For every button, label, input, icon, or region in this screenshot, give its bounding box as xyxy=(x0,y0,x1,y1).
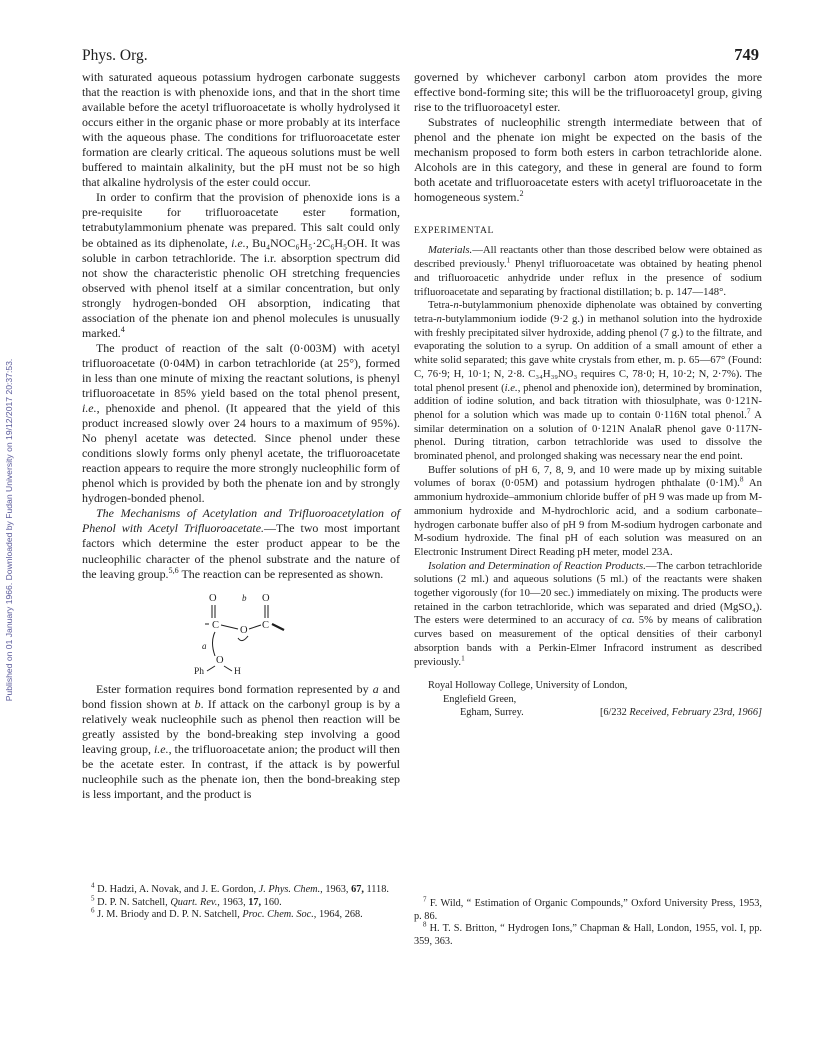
scheme-bond xyxy=(221,625,238,629)
download-watermark xyxy=(2,140,16,920)
download-watermark-text: Published on 01 January 1966. Downloaded by Fudan University on 19/12/2017 20:37:53. xyxy=(4,358,14,702)
scheme-label-a: a xyxy=(202,640,207,651)
scheme-phenyl: Ph xyxy=(194,666,205,677)
footnote: $^6$ J. M. Briody and D. P. N. Satchell, Proc. Chem. Soc., 1964, 268. xyxy=(91,906,363,921)
experimental-heading: EXPERIMENTAL xyxy=(414,225,494,237)
reference-mark: 7 xyxy=(746,407,751,416)
affiliation-line: Englefield Green, xyxy=(443,693,517,705)
reference-mark: 4 xyxy=(120,324,125,334)
paragraph: The Mechanisms of Acetylation and Trifluoroacetylation of Phenol with Acetyl Trifluoroacetate.—The two most important factors which determine the ester product appear to be the nucleophilic character of the phenol substrate and the nature of the leaving group.$^{5,6}$ The reaction can be represented as shown. xyxy=(82,506,400,581)
page-number: 749 xyxy=(734,45,759,64)
scheme-bridge-oxygen: O xyxy=(240,624,248,636)
paragraph: Buffer solutions of pH 6, 7, 8, 9, and 10 were made up by mixing suitable volumes of borax (0·05M) and potassium hydrogen phthalate (0·1M).$^8$ An ammonium hydroxide–ammonium chloride buffer of pH 9 was made up from M-ammonium hydroxide and M-hydrochloric acid, and a sodium carbonate–hydrogen carbonate buffer also of pH 9 from M-sodium hydrogen carbonate and M-sodium hydroxide. The final pH of each solution was measured on an Electronic Instrument Direct Reading pH meter, model 23A. xyxy=(414,463,762,558)
scheme-carbon-right: C xyxy=(262,619,270,631)
scheme-phenol-oxygen: O xyxy=(216,654,224,666)
reference-mark: 1 xyxy=(506,256,511,265)
scheme-oxygen-left: O xyxy=(209,592,217,604)
paragraph: In order to confirm that the provision of phenoxide ions is a pre-requisite for trifluoroacetate ester formation, tetrabutylammonium phenate was prepared. This salt could only be obtained as its diphenolate, i.e., Bu₄NOC₆H₅·2C₆H₅OH. It was soluble in carbon tetrachloride. The i.r. absorption spectrum did not show the characteristic phenolic OH stretching frequencies observed with phenol itself at a similar concentration, but only strongly hydrogen-bonded OH absorption, indicating that association of the phenate ion and phenol molecules is unusually marked.$^4$ xyxy=(82,190,401,340)
experimental-section xyxy=(414,244,762,669)
paragraph: Ester formation requires bond formation represented by a and bond fission shown at b. If attack on the carbonyl group is by a relatively weak nucleophile such as phenol then reaction will be greatly assisted by the bond-breaking step involving a good leaving group, i.e., the trifluoroacetate anion; the product will then be the acetate ester. In contrast, if the attack is by powerful nucleophile such as the phenate ion, then the bond-breaking step is less important, and the product is xyxy=(82,681,401,801)
reference-mark: 1 xyxy=(461,654,465,662)
scheme-bond xyxy=(207,666,215,671)
footnote: $^8$ H. T. S. Britton, “ Hydrogen Ions,” Chapman & Hall, London, 1955, vol. I, pp. 359, 363. xyxy=(414,920,763,947)
scheme-arrow-a xyxy=(213,632,216,656)
paragraph: Isolation and Determination of Reaction Products.—The carbon tetrachloride solutions (2 ml.) and aqueous solutions (5 ml.) of the reactants were shaken together vigorously (for 10—20 sec.) immediately on mixing. The products were retained in the carbon tetrachloride, which was separated and dried (MgSO₄). The esters were determined to an accuracy of ca. 5% by means of calibration curves based on measurement of the optical densities of their carbonyl absorption bands with a Perkin-Elmer Infracord instrument as described previously.$^1$ xyxy=(414,559,763,668)
scheme-arrow-b xyxy=(238,636,248,641)
scheme-hydrogen: H xyxy=(234,666,241,677)
footnotes-left xyxy=(82,881,400,922)
affiliation-line: Egham, Surrey. [6/232 Received, February 23rd, 1966] xyxy=(460,707,762,719)
chemical-formula: Bu₄NOC₆H₅·2C₆H₅OH. xyxy=(252,235,368,250)
paragraph: governed by whichever carbonyl carbon atom provides the more effective bond-forming site; this will be the trifluoroacetyl group, giving rise to the trifluoroacetyl ester. xyxy=(414,70,762,115)
left-column xyxy=(82,70,400,802)
footnote: $^7$ F. Wild, “ Estimation of Organic Compounds,” Oxford University Press, 1953, p. 86. xyxy=(414,895,762,922)
scheme-wedge-bond xyxy=(272,624,284,630)
scheme-carbon-left: C xyxy=(212,619,220,631)
paragraph: Materials.—All reactants other than those described below were obtained as described previously.$^1$ Phenyl trifluoroacetate was obtained by heating phenol and trifluoroacetic anhydride under reflux in the presence of sodium trifluoroacetate and separating by fractional distillation; b. p. 147—148°. xyxy=(414,244,762,298)
reaction-scheme xyxy=(82,588,400,680)
running-head: Phys. Org. xyxy=(82,47,148,64)
right-column xyxy=(414,70,762,719)
paragraph: with saturated aqueous potassium hydrogen carbonate suggests that the reaction is with phenoxide ions, and that in the short time available before the acetyl trifluoroacetate is wholly hydrolysed it occurs either in the organic phase or more probably at its interface with the aqueous phase. The conditions for trifluoroacetate ester formation are clearly critical. The aqueous solutions must be well buffered to maintain alkalinity, but the pH must not be so high that alkaline hydrolysis of the ester could occur. xyxy=(82,70,400,190)
reference-mark: 5,6 xyxy=(168,565,179,575)
paragraph: The product of reaction of the salt (0·003M) with acetyl trifluoroacetate (0·04M) in carbon tetrachloride (at 25°), formed in less than one minute of mixing the reactant solutions, is phenyl trifluoroacetate in 85% yield based on the total phenol present, i.e., phenoxide and phenol. (It appeared that the yield of this product increased slowly over 24 hours to a maximum of 95%). No phenyl acetate was detected. Since phenol under these conditions slowly forms only phenyl acetate, the trifluoroacetate reaction appears to require the more strongly nucleophilic form of phenol which is provided by both the phenate ion and by strongly hydrogen-bonded phenol. xyxy=(82,340,400,506)
section-heading: The Mechanisms of Acetylation and Trifluoroacetylation of Phenol with Acetyl Trifluoroacetate. xyxy=(82,506,400,536)
scheme-oxygen-right: O xyxy=(262,592,270,604)
reference-mark: 2 xyxy=(519,189,524,199)
affiliation-line: Royal Holloway College, University of London, xyxy=(428,680,628,692)
footnote: $^5$ D. P. N. Satchell, Quart. Rev., 1963, 17, 160. xyxy=(91,894,282,908)
reference-mark: 8 xyxy=(739,475,744,484)
author-affiliation xyxy=(414,679,762,719)
paragraph: Substrates of nucleophilic strength intermediate between that of phenol and the phenate ion might be expected on the basis of the mechanism proposed to form both esters in carbon tetrachloride alone. Alcohols are in this category, and these in general are found to form both acetate and trifluoroacetate esters with acetyl trifluoroacetate in the homogeneous system.$^2$ xyxy=(414,115,762,205)
footnote: $^4$ D. Hadzi, A. Novak, and J. E. Gordon, J. Phys. Chem., 1963, 67, 1118. xyxy=(91,881,389,895)
scheme-label-b: b xyxy=(242,592,247,603)
paragraph: Tetra-n-butylammonium phenoxide diphenolate was obtained by converting tetra-n-butylammonium iodide (9·2 g.) in methanol solution into the hydroxide with freshly precipitated silver hydroxide, adding phenol (7 g.) to the filtrate, and evaporating the solution to a syrup. On addition of a small amount of ether a white solid separated; this gave white crystals from ether, m. p. 65—67° (Found: C, 76·9; H, 10·1; N, 2·8. C₃₄H₃₉NO₃ requires C, 78·0; H, 10·2; N, 2·7%). The total phenol present (i.e., phenol and phenoxide ion), determined by bromination, addition of iodine solution, and back titration with thiosulphate, was 0·121N-phenol for a solution which was made up to contain 0·116N total phenol.$^7$ A similar determination on a solution of 0·121N AnalaR phenol gave 0·117N-phenol. During titration, carbon tetrachloride was used to dissolve the brominated phenol, and prolonged shaking was necessary near the end point. xyxy=(414,299,762,463)
received-date: [6/232 Received, February 23rd, 1966] xyxy=(599,707,762,719)
footnotes-right xyxy=(414,895,763,948)
scheme-bond xyxy=(224,666,232,671)
scheme-bond xyxy=(249,625,261,629)
